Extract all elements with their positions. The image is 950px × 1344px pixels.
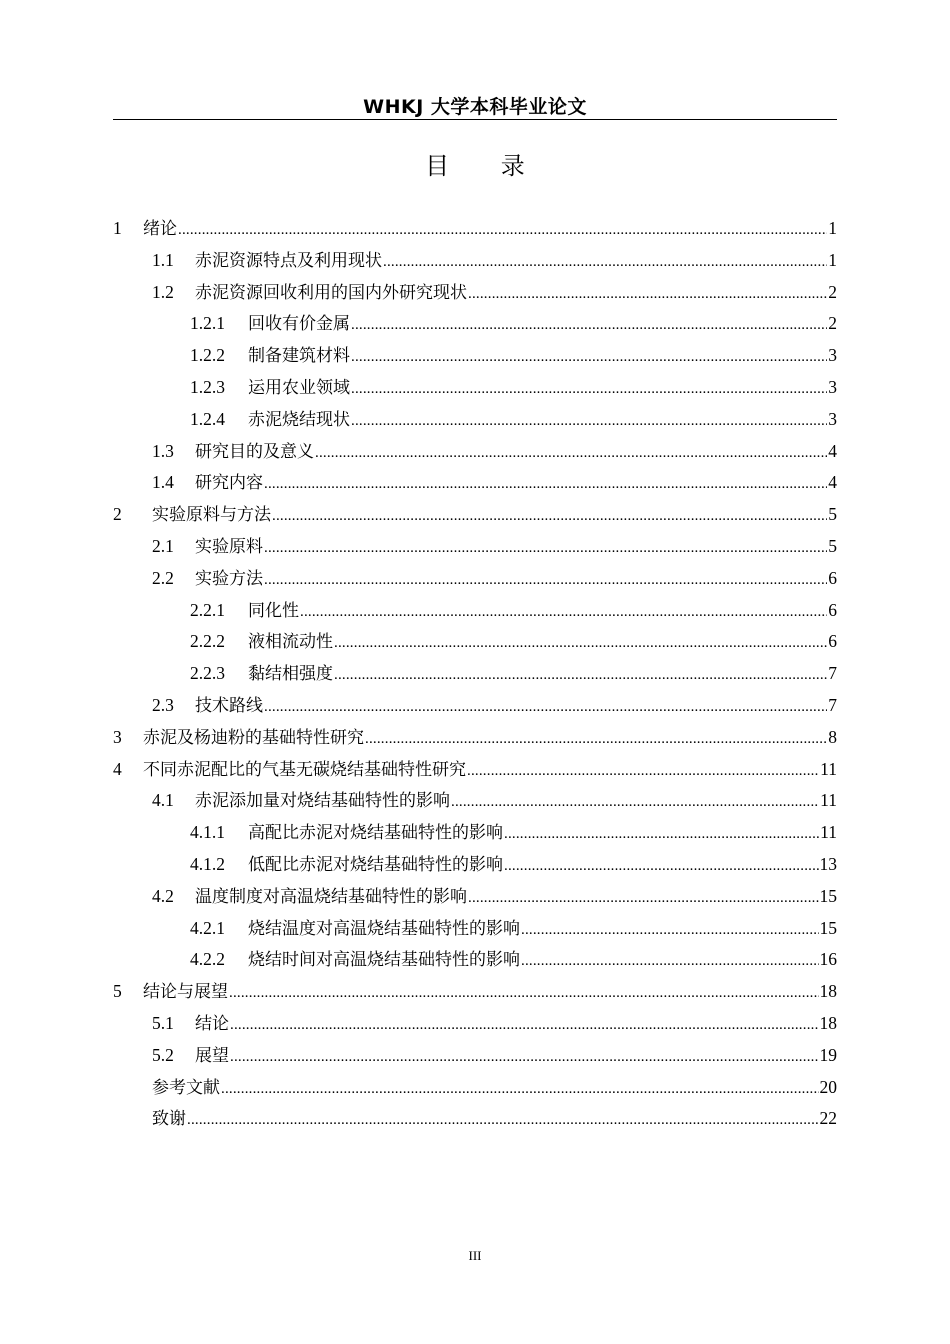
toc-entry[interactable]	[152, 564, 837, 596]
toc-entry-title: 烧结时间对高温烧结基础特性的影响	[248, 950, 520, 971]
toc-entry-number: 4.1.1	[190, 822, 225, 843]
toc-entry-title: 研究目的及意义	[195, 441, 314, 462]
toc-entry-page: 4	[828, 440, 837, 461]
toc-entry-title: 温度制度对高温烧结基础特性的影响	[195, 886, 467, 907]
toc-entry-title: 低配比赤泥对烧结基础特性的影响	[248, 855, 503, 875]
dot-leader	[300, 604, 827, 621]
page-number: III	[468, 1248, 482, 1263]
toc-entry[interactable]	[190, 818, 837, 850]
toc-entry-page: 18	[819, 981, 837, 1002]
dot-leader	[264, 476, 827, 493]
toc-entry-title: 赤泥资源回收利用的国内外研究现状	[195, 282, 467, 303]
toc-entry-page: 6	[828, 631, 837, 652]
toc-entry-title: 同化性	[248, 600, 299, 621]
toc-entry[interactable]	[190, 596, 837, 628]
toc-entry-title: 制备建筑材料	[248, 346, 350, 367]
toc-entry-title: 烧结温度对高温烧结基础特性的影响	[248, 918, 520, 939]
toc-entry[interactable]	[152, 278, 837, 310]
toc-entry-page: 19	[819, 1044, 837, 1065]
toc-entry-title: 参考文献	[152, 1077, 220, 1098]
toc-entry-number: 1.2.3	[190, 377, 225, 397]
dot-leader	[334, 635, 827, 652]
running-header: WHKJ 大学本科毕业论文	[363, 96, 587, 118]
toc-entry-page: 11	[820, 822, 837, 843]
toc-entry-title: 实验原料与方法	[152, 505, 271, 526]
toc-entry-page: 16	[819, 949, 837, 970]
dot-leader	[351, 317, 827, 334]
header-rule	[113, 119, 837, 120]
toc-entry[interactable]	[152, 468, 837, 500]
toc-entry-title: 高配比赤泥对烧结基础特性的影响	[248, 823, 503, 844]
toc-entry[interactable]	[190, 914, 837, 946]
toc-entry-title: 实验方法	[195, 568, 263, 589]
toc-entry-title: 展望	[195, 1045, 229, 1066]
dot-leader	[315, 445, 827, 462]
toc-entry-number: 2	[113, 504, 122, 525]
toc-entry[interactable]	[113, 214, 837, 246]
toc-entry-page: 7	[828, 663, 837, 684]
toc-entry-number: 1.2	[152, 281, 174, 302]
toc-entry-number: 3	[113, 726, 122, 747]
toc-entry-number: 1.3	[152, 440, 174, 461]
dot-leader	[230, 1017, 819, 1034]
toc-entry-number: 1.1	[152, 249, 174, 270]
toc-entry-title: 赤泥烧结现状	[248, 409, 350, 430]
dot-leader	[504, 858, 819, 875]
toc-entry[interactable]	[113, 977, 837, 1009]
toc-entry-page: 2	[828, 281, 837, 302]
toc-entry[interactable]	[152, 246, 837, 278]
toc-entry-number: 1.4	[152, 472, 174, 493]
toc-entry[interactable]	[152, 437, 837, 469]
toc-entry-number: 2.2.3	[190, 663, 225, 684]
toc-entry-page: 15	[819, 917, 837, 938]
toc-entry-page: 11	[820, 790, 837, 811]
dot-leader	[351, 381, 827, 398]
toc-entry-number: 2.3	[152, 695, 174, 715]
toc-entry[interactable]	[152, 1009, 837, 1041]
toc-entry-page: 18	[819, 1013, 837, 1033]
toc-entry-page: 7	[828, 695, 837, 715]
toc-entry[interactable]	[190, 627, 837, 659]
toc-entry[interactable]	[190, 850, 837, 882]
toc-entry[interactable]	[190, 945, 837, 977]
toc-entry-title: 技术路线	[195, 696, 263, 716]
dot-leader	[351, 413, 827, 430]
toc-entry-page: 1	[828, 249, 837, 270]
toc-entry-page: 8	[828, 726, 837, 747]
toc-entry[interactable]	[152, 1073, 837, 1105]
toc-entry-page: 3	[828, 408, 837, 429]
toc-entry-page: 15	[819, 885, 837, 906]
toc-entry-page: 13	[819, 854, 837, 874]
dot-leader	[221, 1081, 819, 1098]
toc-entry-number: 5.1	[152, 1013, 174, 1033]
toc-entry[interactable]	[152, 691, 837, 723]
toc-entry[interactable]	[152, 1104, 837, 1136]
dot-leader	[365, 731, 827, 748]
toc-entry-title: 不同赤泥配比的气基无碳烧结基础特性研究	[143, 759, 466, 780]
toc-entry-page: 6	[828, 567, 837, 588]
toc-entry-page: 5	[828, 504, 837, 525]
toc-entry[interactable]	[152, 882, 837, 914]
toc-entry-title: 液相流动性	[248, 632, 333, 653]
toc-entry-number: 4.1.2	[190, 854, 225, 874]
toc-entry[interactable]	[113, 500, 837, 532]
dot-leader	[264, 699, 827, 716]
dot-leader	[504, 826, 819, 843]
toc-entry-title: 回收有价金属	[248, 314, 350, 335]
toc-entry-page: 22	[819, 1108, 837, 1129]
toc-entry[interactable]	[152, 786, 837, 818]
toc-entry[interactable]	[190, 659, 837, 691]
dot-leader	[230, 1049, 819, 1066]
toc-entry-title: 研究内容	[195, 473, 263, 494]
toc-entry-page: 1	[828, 218, 837, 238]
toc-entry-page: 11	[820, 758, 837, 779]
toc-title: 目 录	[425, 152, 547, 180]
dot-leader	[264, 540, 827, 557]
toc-entry[interactable]	[190, 341, 837, 373]
toc-entry-number: 2.2.1	[190, 599, 225, 620]
dot-leader	[468, 890, 819, 907]
dot-leader	[272, 508, 827, 525]
toc-entry[interactable]	[113, 755, 837, 787]
toc-entry-number: 4.1	[152, 790, 174, 811]
dot-leader	[351, 349, 827, 366]
dot-leader	[383, 254, 827, 271]
toc-entry-number: 4.2	[152, 885, 174, 906]
dot-leader	[264, 572, 827, 589]
toc-entry-title: 赤泥及杨迪粉的基础特性研究	[143, 727, 364, 748]
toc-entry-number: 5	[113, 981, 122, 1002]
toc-entry-title: 运用农业领域	[248, 378, 350, 398]
toc-entry-page: 5	[828, 536, 837, 556]
toc-entry-page: 4	[828, 472, 837, 493]
toc-entry[interactable]	[190, 373, 837, 405]
toc-entry-number: 4.2.1	[190, 917, 225, 938]
dot-leader	[467, 763, 819, 780]
toc-entry-number: 1.2.4	[190, 408, 225, 429]
toc-entry-number: 5.2	[152, 1044, 174, 1065]
dot-leader	[521, 922, 819, 939]
toc-entry-page: 3	[828, 345, 837, 366]
dot-leader	[468, 286, 827, 303]
toc-entry-title: 致谢	[152, 1109, 186, 1130]
dot-leader	[334, 667, 827, 684]
toc-entry-title: 绪论	[143, 219, 177, 239]
dot-leader	[451, 794, 819, 811]
toc-entry-number: 2.2.2	[190, 631, 225, 652]
toc-entry[interactable]	[190, 309, 837, 341]
toc-entry[interactable]	[190, 405, 837, 437]
toc-entry[interactable]	[152, 532, 837, 564]
toc-entry-page: 20	[819, 1076, 837, 1097]
dot-leader	[178, 222, 827, 239]
toc-entry-number: 2.2	[152, 567, 174, 588]
dot-leader	[187, 1112, 819, 1129]
toc-entry-number: 1.2.2	[190, 345, 225, 366]
toc-entry-title: 实验原料	[195, 537, 263, 557]
dot-leader	[521, 953, 819, 970]
toc-entry[interactable]	[152, 1041, 837, 1073]
toc-entry-title: 黏结相强度	[248, 664, 333, 685]
toc-entry-number: 1	[113, 218, 122, 238]
toc-entry-number: 4.2.2	[190, 949, 225, 970]
toc-entry-title: 赤泥添加量对烧结基础特性的影响	[195, 791, 450, 812]
toc-entry-number: 2.1	[152, 536, 174, 556]
toc-entry-number: 4	[113, 758, 122, 779]
toc-entry[interactable]	[113, 723, 837, 755]
dot-leader	[229, 985, 819, 1002]
toc-entry-title: 结论	[195, 1014, 229, 1034]
toc-entry-number: 1.2.1	[190, 313, 225, 334]
toc-entry-page: 2	[828, 313, 837, 334]
toc-entry-title: 结论与展望	[143, 982, 228, 1003]
toc-entry-page: 6	[828, 599, 837, 620]
toc-entry-page: 3	[828, 377, 837, 397]
toc-entry-title: 赤泥资源特点及利用现状	[195, 250, 382, 271]
